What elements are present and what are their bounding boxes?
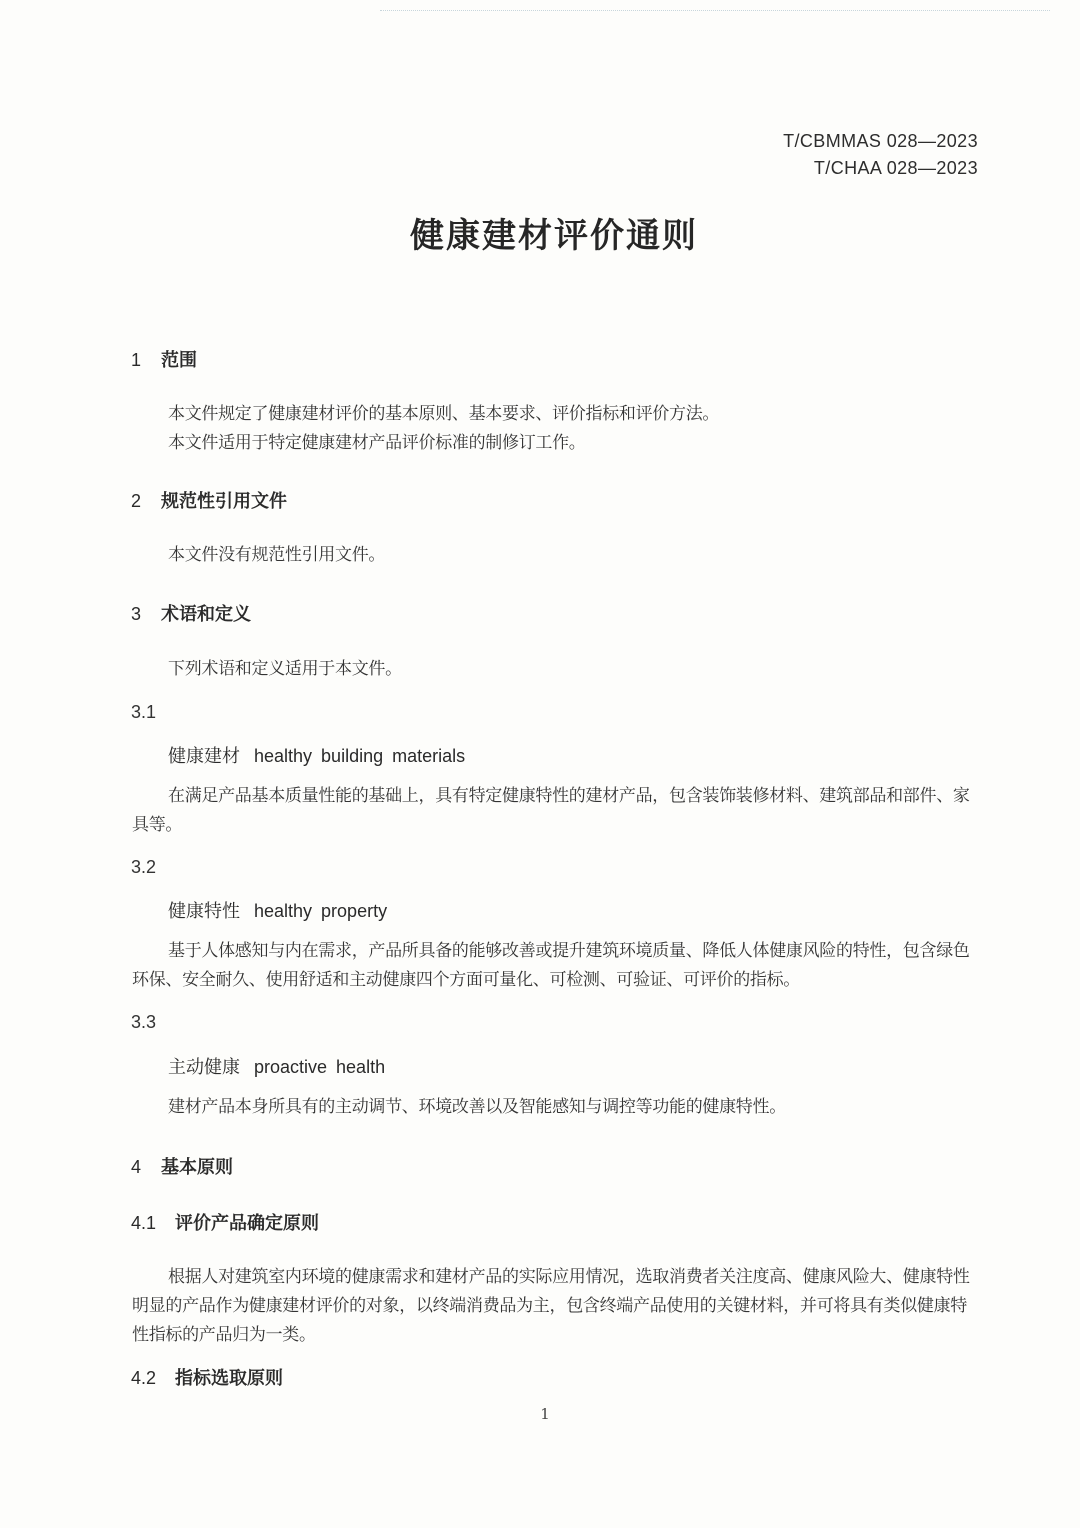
section-title: 评价产品确定原则 xyxy=(175,1213,319,1234)
paragraph: 本文件适用于特定健康建材产品评价标准的制修订工作。 xyxy=(168,433,586,453)
section-title: 基本原则 xyxy=(161,1157,233,1178)
standard-code-2: T/CHAA 028—2023 xyxy=(813,158,978,178)
section-1-heading xyxy=(131,346,197,372)
term-definition: 建材产品本身所具有的主动调节、环境改善以及智能感知与调控等功能的健康特性。 xyxy=(168,1097,786,1117)
section-number: 3 xyxy=(131,604,142,624)
term-zh: 健康特性 xyxy=(168,901,240,922)
section-number: 4 xyxy=(131,1157,142,1177)
section-number: 4.2 xyxy=(131,1368,157,1388)
section-4-2-heading xyxy=(131,1364,283,1390)
term-en: healthy property xyxy=(254,901,388,921)
term-zh: 主动健康 xyxy=(168,1057,240,1078)
paragraph: 根据人对建筑室内环境的健康需求和建材产品的实际应用情况，选取消费者关注度高、健康风险大、健康特性明显的产品作为健康建材评价的对象，以终端消费品为主，包含终端产品使用的关键材料，并可将具有类似健康特性指标的产品归为一类。 xyxy=(132,1267,970,1345)
term-en: proactive health xyxy=(254,1057,386,1077)
term-en: healthy building materials xyxy=(254,746,466,766)
section-2-heading xyxy=(131,487,287,513)
scan-mark xyxy=(380,10,1050,15)
term-number: 3.2 xyxy=(131,857,157,877)
term-number: 3.3 xyxy=(131,1012,157,1032)
term-heading xyxy=(168,897,387,923)
section-title: 规范性引用文件 xyxy=(161,491,287,512)
section-number: 4.1 xyxy=(131,1213,157,1233)
term-zh: 健康建材 xyxy=(168,746,240,767)
page-number: 1 xyxy=(540,1405,550,1423)
section-number: 1 xyxy=(131,350,142,370)
term-heading xyxy=(168,742,465,768)
paragraph: 下列术语和定义适用于本文件。 xyxy=(168,659,402,679)
section-4-heading xyxy=(131,1153,233,1179)
paragraph: 本文件没有规范性引用文件。 xyxy=(168,545,386,565)
term-definition: 在满足产品基本质量性能的基础上，具有特定健康特性的建材产品，包含装饰装修材料、建筑部品和部件、家具等。 xyxy=(132,786,970,835)
section-title: 术语和定义 xyxy=(161,604,251,625)
paragraph: 本文件规定了健康建材评价的基本原则、基本要求、评价指标和评价方法。 xyxy=(168,404,720,424)
term-definition: 基于人体感知与内在需求，产品所具备的能够改善或提升建筑环境质量、降低人体健康风险的特性，包含绿色环保、安全耐久、使用舒适和主动健康四个方面可量化、可检测、可验证、可评价的指标。 xyxy=(132,941,970,990)
section-number: 2 xyxy=(131,491,142,511)
term-heading xyxy=(168,1053,385,1079)
section-title: 指标选取原则 xyxy=(175,1368,283,1389)
term-number: 3.1 xyxy=(131,702,157,722)
section-4-1-heading xyxy=(131,1209,319,1235)
document-title: 健康建材评价通则 xyxy=(410,216,698,256)
section-3-heading xyxy=(131,600,251,626)
section-title: 范围 xyxy=(161,350,197,371)
standard-code-1: T/CBMMAS 028—2023 xyxy=(783,131,978,151)
